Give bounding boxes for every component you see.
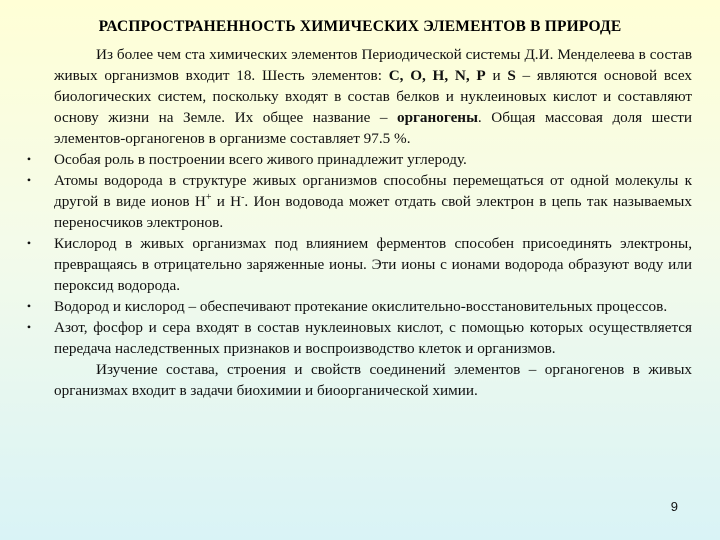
intro-text-3: – являются основой всех биологических систем, поскольку входят в состав белков и нуклеиновых кислот и составляют основу жизни на Земле. Их общее название – (54, 67, 692, 126)
element-s: S (507, 67, 516, 84)
superscript-plus: + (205, 191, 212, 203)
intro-text-1: Из более чем ста химических элементов Периодической системы Д.И. Менделеева в состав живых организмов входит 18. Шесть элементов: (54, 46, 692, 84)
bullet-item-hydrogen (26, 170, 692, 233)
bullet-item-redox (26, 296, 692, 317)
slide-title: РАСПРОСТРАНЕННОСТЬ ХИМИЧЕСКИХ ЭЛЕМЕНТОВ В ПРИРОДЕ (98, 18, 622, 35)
bullet-item-oxygen (26, 233, 692, 296)
bullet-icon: • (26, 173, 32, 187)
intro-text-2: и (485, 67, 508, 84)
bullet-text: Кислород в живых организмах под влиянием ферментов способен присоединять электроны, превращаясь в отрицательно заряженные ионы. Эти ионы с ионами водорода образуют воду или пероксид водорода. (54, 235, 692, 294)
bullet-text: Водород и кислород – обеспечивают протекание окислительно-восстановительных процессов. (54, 298, 668, 315)
organogens-term: органогены (397, 109, 478, 126)
bullet-text: и Н (211, 193, 242, 210)
bullet-item-nitrogen (26, 317, 692, 359)
bullet-icon: • (26, 320, 32, 334)
bullet-icon: • (26, 236, 32, 250)
slide-body (26, 44, 692, 401)
page-number: 9 (670, 499, 678, 514)
bullet-text: Особая роль в построении всего живого принадлежит углероду. (54, 151, 467, 168)
intro-text-4: . Общая массовая доля шести элементов-органогенов в организме составляет 97.5 %. (54, 109, 692, 147)
bullet-text: Атомы водорода в структуре живых организмов способны перемещаться от одной молекулы к другой в виде ионов Н (54, 172, 692, 210)
bullet-item-carbon (26, 149, 692, 170)
bullet-icon: • (26, 152, 32, 166)
intro-paragraph (54, 44, 692, 149)
organogen-elements: C, O, H, N, P (388, 67, 486, 84)
closing-paragraph: Изучение состава, строения и свойств соединений элементов – органогенов в живых организмах входит в задачи биохимии и биоорганической химии. (54, 361, 692, 399)
bullet-icon: • (26, 299, 32, 313)
bullet-text: . Ион водовода может отдать свой электрон в цепь так называемых переносчиков электронов. (54, 193, 692, 231)
superscript-minus: - (241, 191, 245, 203)
bullet-text: Азот, фосфор и сера входят в состав нуклеиновых кислот, с помощью которых осуществляется передача наследственных признаков и воспроизводство клеток и организмов. (54, 319, 692, 357)
